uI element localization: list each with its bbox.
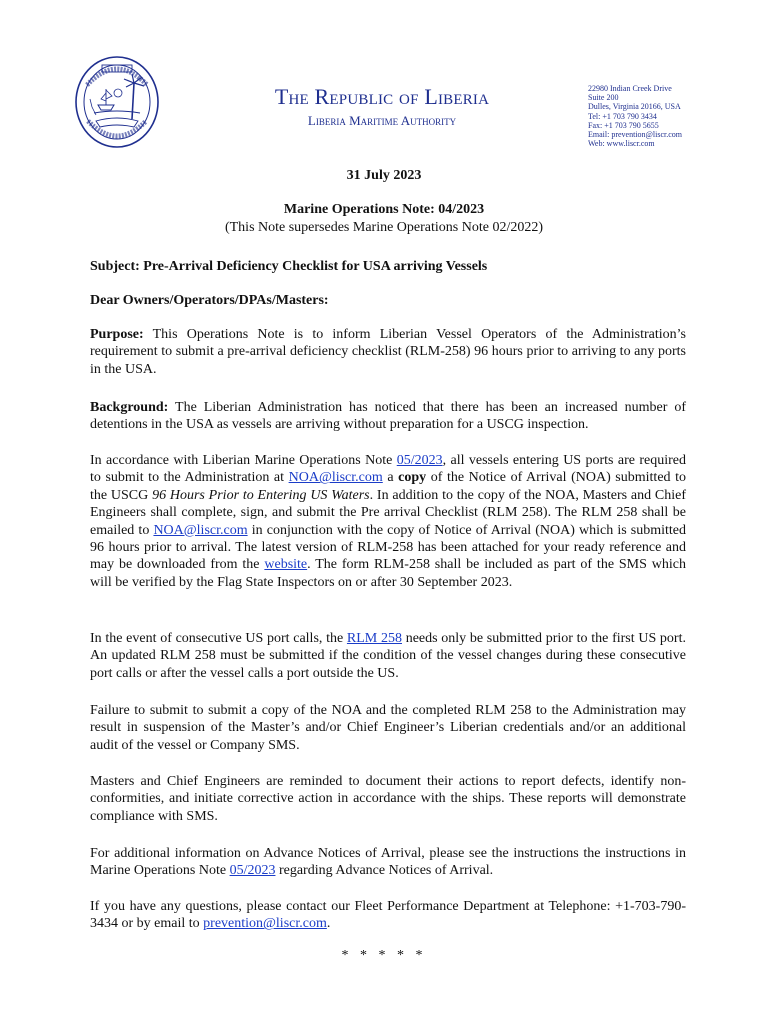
- liberia-seal-logo: [74, 55, 160, 149]
- background-label: Background:: [90, 400, 169, 415]
- address-line: Dulles, Virginia 20166, USA: [588, 102, 681, 112]
- failure-paragraph: Failure to submit to submit a copy of the NOA and the completed RLM 258 to the Administration may result in suspension of the Master’s and/or Chief Engineer’s Liberian credentials and/or an additional audit of the vessel or Company SMS.: [90, 703, 686, 753]
- masters-paragraph: Masters and Chief Engineers are reminded to document their actions to report defects, identify non-conformities, and initiate corrective action in accordance with the ships. These reports will demonstrate compliance with SMS.: [90, 774, 686, 824]
- fax-line: Fax: +1 703 790 5655: [588, 120, 659, 130]
- supersedes-note: (This Note supersedes Marine Operations Note 02/2022): [224, 220, 544, 235]
- address-line: 22980 Indian Creek Drive: [588, 84, 672, 93]
- salutation: Dear Owners/Operators/DPAs/Masters:: [90, 293, 329, 308]
- noa-email-link[interactable]: NOA@liscr.com: [288, 470, 383, 486]
- email-line[interactable]: Email: prevention@liscr.com: [588, 130, 683, 140]
- masthead: [192, 84, 572, 129]
- address-line: Suite 200: [588, 93, 619, 103]
- marine-note-link[interactable]: 05/2023: [229, 863, 276, 879]
- web-line[interactable]: Web: www.liscr.com: [588, 139, 655, 149]
- marine-note-link[interactable]: 05/2023: [396, 453, 443, 468]
- background-paragraph: Background: The Liberian Administration has noticed that there has been an increased number of detentions in the USA as vessels are arriving without preparation for a USCG inspection.: [90, 400, 686, 433]
- website-link[interactable]: website: [264, 557, 308, 573]
- republic-title: The Republic of Liberia: [274, 84, 490, 109]
- consecutive-paragraph: In the event of consecutive US port calls, the RLM 258 needs only be submitted prior to the first US port. An updated RLM 258 must be submitted if the condition of the vessel changes during these consecutive port calls or after the vessel calls a port outside the US.: [90, 631, 686, 681]
- end-of-document-marker: * * * * *: [341, 948, 427, 963]
- address-block: [588, 84, 682, 148]
- questions-paragraph: If you have any questions, please contact our Fleet Performance Department at Telephone: +1-703-790-3434 or by email to prevention@liscr.com.: [90, 899, 686, 932]
- additional-info-paragraph: For additional information on Advance Notices of Arrival, please see the instructions the instructions in Marine Operations Note 05/2023 regarding Advance Notices of Arrival.: [90, 846, 686, 879]
- note-title: Marine Operations Note: 04/2023: [283, 202, 485, 217]
- purpose-paragraph: Purpose: This Operations Note is to inform Liberian Vessel Operators of the Administration’s requirement to submit a pre-arrival deficiency checklist (RLM-258) 96 hours prior to arriving to any ports in the USA.: [90, 327, 686, 377]
- rlm-258-link[interactable]: RLM 258: [346, 631, 402, 646]
- prevention-email-link[interactable]: prevention@liscr.com: [203, 916, 327, 932]
- noa-email-link[interactable]: NOA@liscr.com: [153, 522, 248, 538]
- phone-line: Tel: +1 703 790 3434: [588, 111, 657, 121]
- document-date: 31 July 2023: [346, 168, 422, 183]
- authority-subtitle: Liberia Maritime Authority: [307, 113, 457, 128]
- purpose-label: Purpose:: [90, 327, 144, 342]
- subject-line: Subject: Pre-Arrival Deficiency Checklist for USA arriving Vessels: [90, 259, 488, 274]
- accordance-paragraph: In accordance with Liberian Marine Operations Note 05/2023, all vessels entering US ports are required to submit to the Administration at NOA@liscr.com a copy of the Notice of Arrival (NOA) submitted to the USCG 96 Hours Prior to Entering US Waters. In addition to the copy of the NOA, Masters and Chief Engineers shall complete, sign, and submit the Pre arrival Checklist (RLM 258). The RLM 258 shall be emailed to NOA@liscr.com in conjunction with the copy of Notice of Arrival (NOA) which is submitted 96 hours prior to arrival. The latest version of RLM-258 has been attached for your ready reference and may be downloaded from the website. The form RLM-258 shall be included as part of the SMS which will be verified by the Flag State Inspectors on or after 30 September 2023.: [90, 453, 687, 590]
